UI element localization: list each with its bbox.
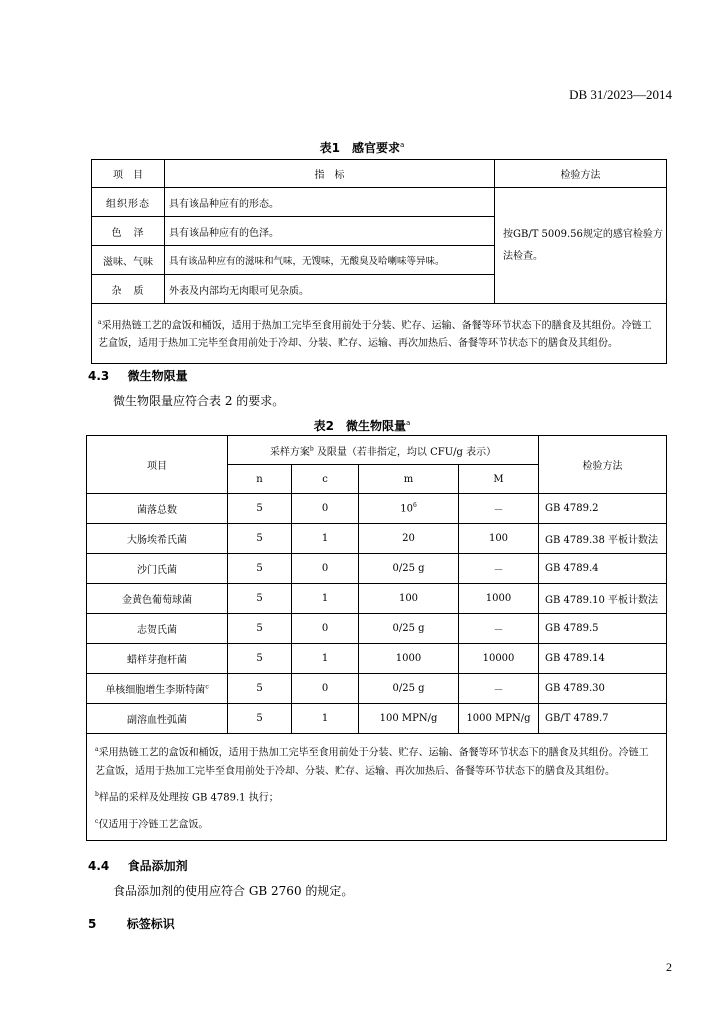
table2-header-plan-mark: b (309, 445, 314, 453)
section-number: 5 (88, 917, 97, 931)
section-5-heading (88, 915, 175, 932)
table1-item: 滋味、气味 (92, 246, 165, 275)
table2-m: 1000 (359, 644, 459, 674)
table2-n: 5 (228, 524, 292, 554)
table2-method: GB 4789.5 (539, 614, 667, 644)
section-4-3-heading (88, 367, 188, 384)
table2-n: 5 (228, 554, 292, 584)
table2-method: GB 4789.4 (539, 554, 667, 584)
table2-M: 1000 MPN/g (459, 704, 539, 734)
table-row (92, 188, 667, 217)
table-row (87, 584, 667, 614)
table2-item-text: 单核细胞增生李斯特菌 (105, 685, 206, 696)
section-4-4-text: 食品添加剂的使用应符合 GB 2760 的规定。 (113, 884, 354, 898)
table2-c: 1 (292, 524, 359, 554)
table-row (87, 674, 667, 704)
table2-n: 5 (228, 644, 292, 674)
table2-c: 1 (292, 704, 359, 734)
table2-header-plan-label: 采样方案 (269, 446, 310, 458)
table2-n: 5 (228, 614, 292, 644)
page-number: 2 (666, 960, 672, 974)
table-row (87, 494, 667, 524)
table2-c: 0 (292, 614, 359, 644)
table2-M: 10000 (459, 644, 539, 674)
section-number: 4.3 (88, 369, 110, 383)
table2-c: 1 (292, 644, 359, 674)
table2-method: GB 4789.38 平板计数法 (539, 524, 667, 554)
table2-n: 5 (228, 704, 292, 734)
microbial-limits-table (86, 435, 667, 841)
standard-code: DB 31/2023—2014 (569, 87, 672, 102)
table2-c: 0 (292, 554, 359, 584)
table1-requirement: 具有该品种应有的滋味和气味，无馊味，无酸臭及哈喇味等异味。 (165, 246, 495, 275)
table1-requirement: 具有该品种应有的色泽。 (165, 217, 495, 246)
table2-item-mark: c (205, 683, 209, 691)
table2-header-row (87, 436, 667, 465)
table2-c: 0 (292, 674, 359, 704)
section-4-3-text: 微生物限量应符合表 2 的要求。 (113, 394, 285, 408)
table1-header-row (92, 160, 667, 188)
section-number: 4.4 (88, 859, 110, 873)
table2-notes (87, 734, 667, 841)
table2-method: GB 4789.2 (539, 494, 667, 524)
table2-subheader-n: n (228, 465, 292, 494)
table2-notes-row (87, 734, 667, 841)
table1-note-row (92, 304, 667, 364)
table2-note-text: 采用热链工艺的盒饭和桶饭，适用于热加工完毕至食用前处于分装、贮存、运输、备餐等环节状态下的膳食及其组份。冷链工艺盒饭，适用于热加工完毕至食用前处于冷却、分装、贮存、运输、再次加热后、备餐等环节状态下的膳食及其组份。 (95, 747, 649, 778)
table1-item: 色 泽 (92, 217, 165, 246)
table2-subheader-m: m (359, 465, 459, 494)
table1-item: 组织形态 (92, 188, 165, 217)
table2-caption-text: 表2 微生物限量 (313, 419, 407, 433)
table2-header-plan-rest: 及限量（若非指定，均以 CFU/g 表示） (316, 446, 497, 458)
section-title: 食品添加剂 (127, 859, 188, 873)
table2-n: 5 (228, 494, 292, 524)
table2-m: 0/25 g (359, 674, 459, 704)
table2-method: GB/T 4789.7 (539, 704, 667, 734)
table2-item: 志贺氏菌 (87, 614, 228, 644)
table2-item: 沙门氏菌 (87, 554, 228, 584)
table2-item: 菌落总数 (87, 494, 228, 524)
table2-note-text: 仅适用于冷链工艺盒饭。 (98, 818, 209, 830)
table1-caption-text: 表1 感官要求 (319, 141, 401, 155)
table2-note-mark: b (95, 791, 99, 799)
table2-method: GB 4789.30 (539, 674, 667, 704)
table2-item: 副溶血性弧菌 (87, 704, 228, 734)
table2-subheader-M: M (459, 465, 539, 494)
table-row (87, 554, 667, 584)
table2-header-method: 检验方法 (539, 436, 667, 494)
table2-m: 20 (359, 524, 459, 554)
table2-m: 100 MPN/g (359, 704, 459, 734)
table1-requirement: 具有该品种应有的形态。 (165, 188, 495, 217)
table2-M: 100 (459, 524, 539, 554)
table2-m (359, 494, 459, 524)
table2-n: 5 (228, 674, 292, 704)
table2-caption-mark: a (406, 419, 411, 427)
table2-caption (0, 417, 724, 434)
table2-header-item: 项目 (87, 436, 228, 494)
table2-c: 0 (292, 494, 359, 524)
sensory-requirements-table (91, 159, 667, 364)
table-row (87, 614, 667, 644)
table2-c: 1 (292, 584, 359, 614)
table1-header-method: 检验方法 (495, 160, 667, 188)
table2-M: － (459, 554, 539, 584)
table2-note (95, 740, 658, 781)
table1-requirement: 外表及内部均无肉眼可见杂质。 (165, 275, 495, 304)
table2-M: 1000 (459, 584, 539, 614)
table2-item: 蜡样芽孢杆菌 (87, 644, 228, 674)
table2-method: GB 4789.14 (539, 644, 667, 674)
section-title: 微生物限量 (127, 369, 188, 383)
table2-note-mark: a (95, 746, 99, 753)
table1-item: 杂 质 (92, 275, 165, 304)
table1-note (92, 304, 667, 364)
table2-note (95, 785, 658, 807)
table2-m: 100 (359, 584, 459, 614)
table2-m: 0/25 g (359, 614, 459, 644)
table2-item: 金黄色葡萄球菌 (87, 584, 228, 614)
section-4-4-heading (88, 857, 188, 874)
table-row (87, 644, 667, 674)
table2-M: － (459, 494, 539, 524)
table2-n: 5 (228, 584, 292, 614)
table2-m-value: 10 (400, 503, 413, 515)
table2-note (95, 812, 658, 834)
table2-M: － (459, 614, 539, 644)
table2-item (87, 674, 228, 704)
table2-note-mark: c (95, 817, 99, 825)
table1-note-text: 采用热链工艺的盒饭和桶饭，适用于热加工完毕至食用前处于分装、贮存、运输、备餐等环节状态下的膳食及其组份。冷链工艺盒饭，适用于热加工完毕至食用前处于冷却、分装、贮存、运输、再次加热后、备餐等环节状态下的膳食及其组份。 (98, 320, 652, 350)
table1-caption-mark: a (400, 141, 405, 149)
table1-header-item: 项 目 (92, 160, 165, 188)
table1-note-mark: a (98, 318, 102, 326)
table1-caption (0, 139, 724, 156)
table-row (87, 704, 667, 734)
table2-subheader-c: c (292, 465, 359, 494)
section-title: 标签标识 (126, 917, 175, 931)
table2-method: GB 4789.10 平板计数法 (539, 584, 667, 614)
table1-header-indicator: 指 标 (165, 160, 495, 188)
table-row (87, 524, 667, 554)
table2-M: － (459, 674, 539, 704)
table2-m: 0/25 g (359, 554, 459, 584)
table2-note-text: 样品的采样及处理按 GB 4789.1 执行； (98, 792, 279, 804)
table2-header-plan (228, 436, 539, 465)
table2-m-exponent: 6 (412, 502, 417, 510)
table2-item: 大肠埃希氏菌 (87, 524, 228, 554)
table1-method: 按GB/T 5009.56规定的感官检验方法检查。 (495, 188, 667, 304)
